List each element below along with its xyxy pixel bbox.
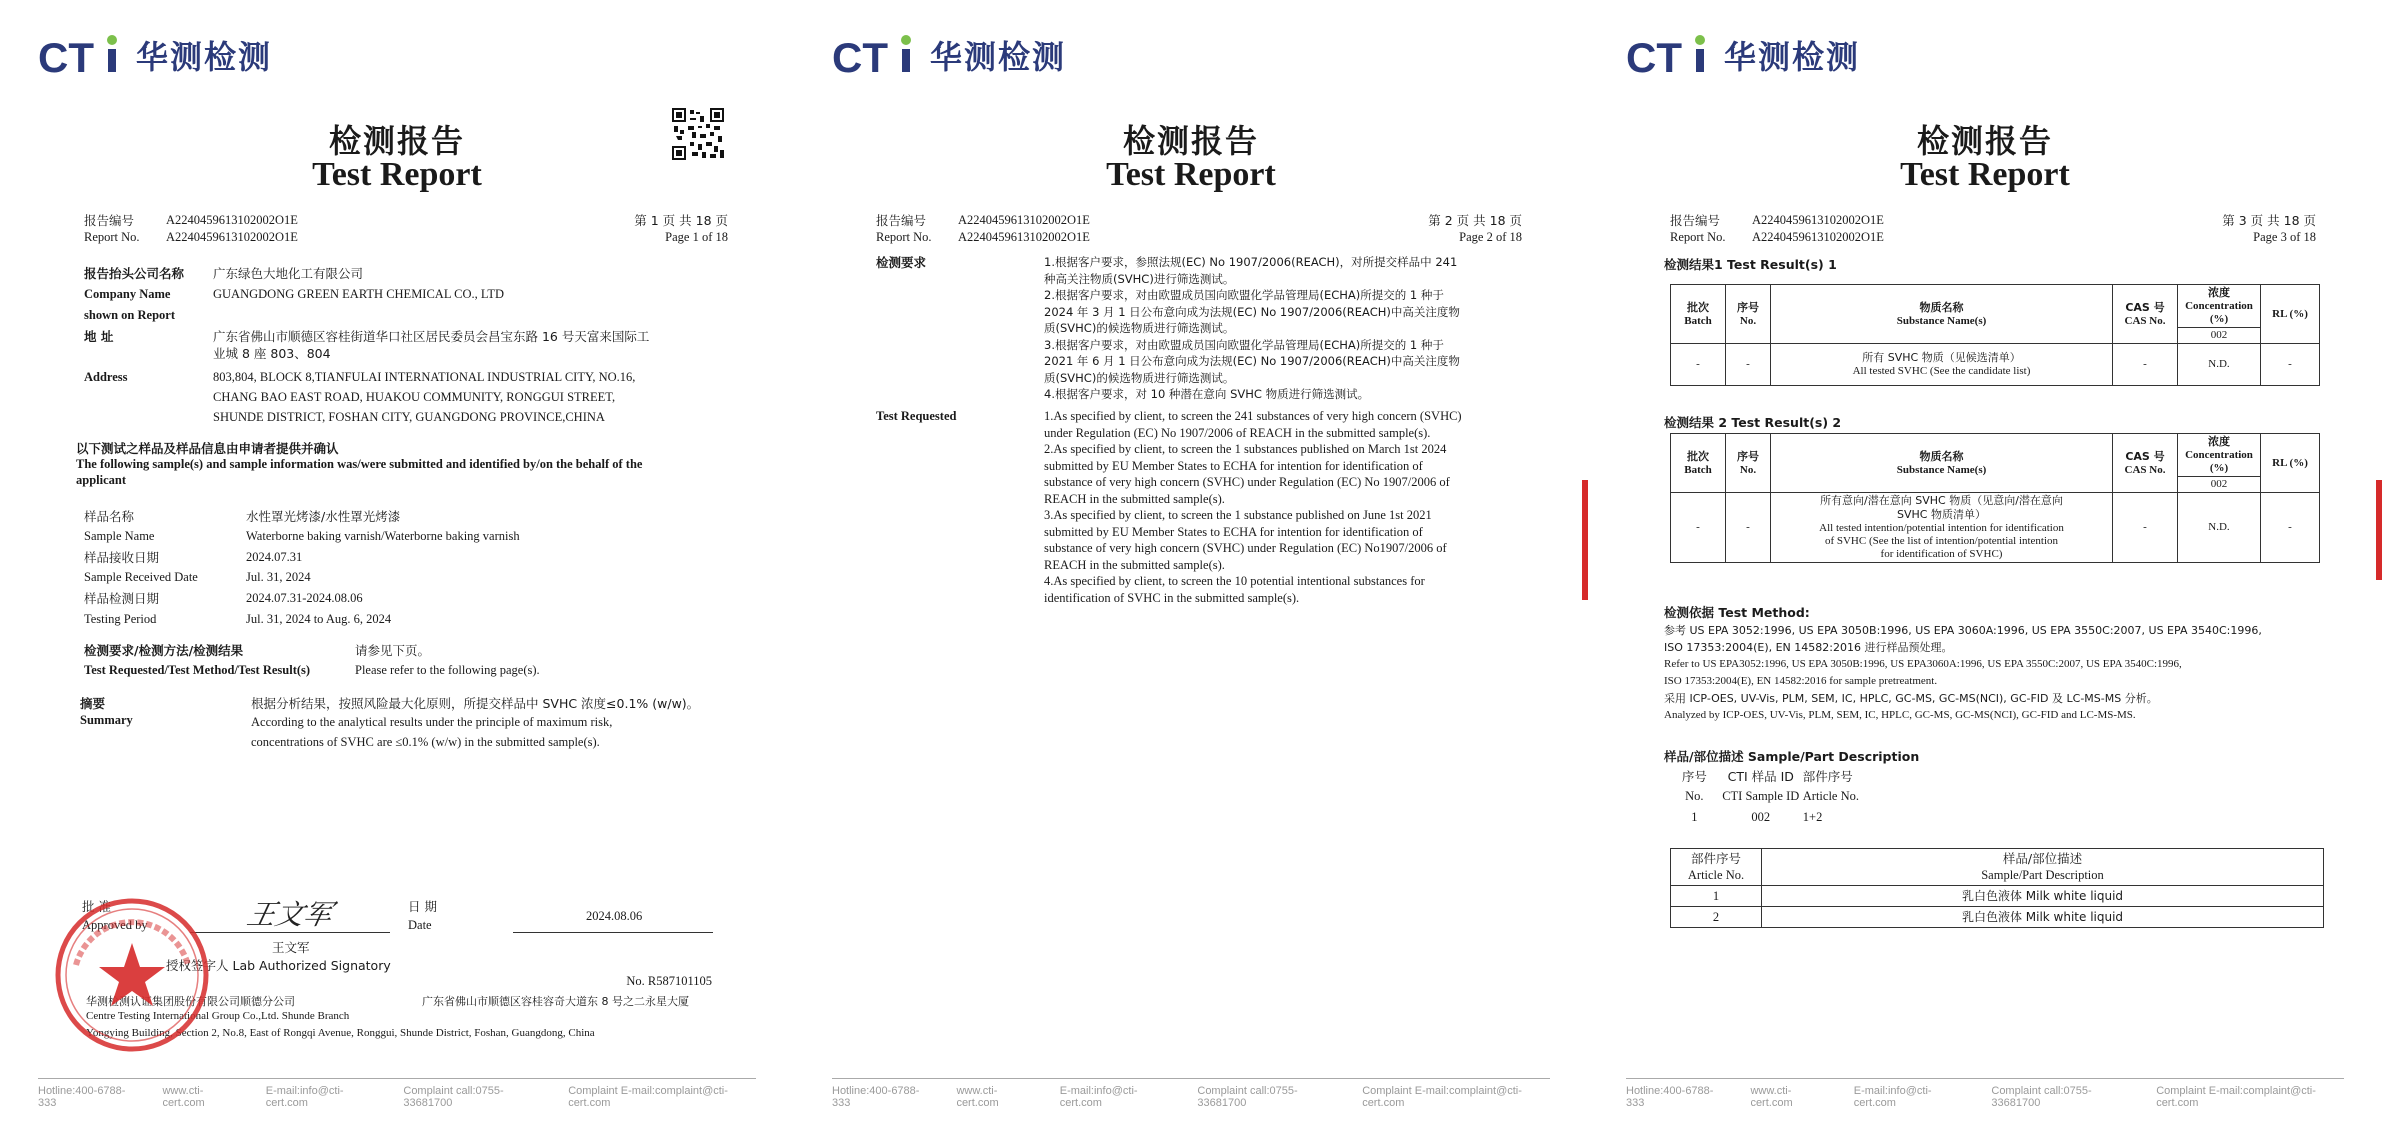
desc-header-description: 样品/部位描述 Sample/Part Description	[1762, 849, 2324, 886]
report-no-label-zh: 报告编号	[84, 213, 135, 228]
id-table-header-zh	[1670, 768, 1870, 785]
footer-hotline: Hotline:400-6788-333	[38, 1085, 126, 1109]
cti-logo	[1626, 32, 1860, 78]
company-name-en: GUANGDONG GREEN EARTH CHEMICAL CO., LTD	[213, 287, 505, 301]
requirement-line: substance of very high concern (SVHC) under Regulation (EC) No 1907/2006 of	[1044, 475, 1450, 489]
requirement-line: REACH in the submitted sample(s).	[1044, 557, 1225, 572]
report-no-value: A2240459613102002O1E	[1752, 213, 1884, 227]
header-concentration: 浓度 Concentration (%)	[2178, 285, 2261, 328]
cti-logo-text: 华测检测	[1724, 38, 1861, 76]
report-page-1	[0, 0, 794, 1123]
requirement-line: 种高关注物质(SVHC)进行筛选测试。	[1044, 271, 1235, 286]
cell-rl: -	[2261, 344, 2320, 386]
approved-label-zh: 批 准	[82, 899, 111, 914]
sample-value: 2024.07.31-2024.08.06	[246, 591, 363, 605]
cell-cas: -	[2113, 493, 2178, 563]
report-no-value: A2240459613102002O1E	[1752, 230, 1884, 244]
footer-website: www.cti-cert.com	[956, 1085, 999, 1109]
requested-label-en: Test Requested/Test Method/Test Result(s)	[84, 663, 311, 677]
requirement-line: 质(SVHC)的候选物质进行筛选测试。	[1044, 321, 1235, 335]
desc-cell-description: 乳白色液体 Milk white liquid	[1762, 886, 2324, 907]
signature-line	[190, 932, 390, 933]
header-sample-id: 002	[2178, 328, 2261, 344]
requested-value-zh: 请参见下页。	[355, 643, 431, 658]
report-no-value: A2240459613102002O1E	[166, 213, 298, 227]
footer-complaint-call: Complaint call:0755-33681700	[403, 1085, 504, 1109]
id-cell-sample-id: 002	[1751, 810, 1771, 824]
requirement-line: REACH in the submitted sample(s).	[1044, 491, 1225, 506]
header-batch: 批次 Batch	[1671, 285, 1726, 344]
header-rl: RL (%)	[2261, 285, 2320, 344]
test-requested-zh	[1044, 254, 1524, 403]
id-header-sample-id: CTI 样品 ID	[1727, 769, 1794, 784]
company-label-en: Company Name	[84, 287, 171, 301]
date-line	[513, 932, 713, 933]
id-table-header-en	[1670, 788, 1870, 805]
authorized-signatory: 授权签字人 Lab Authorized Signatory	[166, 958, 391, 973]
cell-rl: -	[2261, 493, 2320, 563]
requirement-line: 1.根据客户要求，参照法规(EC) No 1907/2006(REACH)，对所提交样品中 241	[1044, 255, 1458, 269]
date-label-zh: 日 期	[408, 899, 437, 914]
report-page-3	[1588, 0, 2382, 1123]
footer-email: E-mail:info@cti-cert.com	[265, 1085, 344, 1109]
page-number-zh: 第 2 页 共 18 页	[1428, 213, 1522, 228]
sample-value: 2024.07.31	[246, 550, 303, 564]
requirement-line: 2.As specified by client, to screen the 1 substances published on March 1st 2024	[1044, 442, 1447, 456]
header-substance: 物质名称 Substance Name(s)	[1771, 434, 2113, 493]
header-batch: 批次 Batch	[1671, 434, 1726, 493]
sample-description-table	[1670, 848, 2324, 928]
result-1-title: 检测结果1 Test Result(s) 1	[1664, 257, 1837, 272]
report-title-en: Test Report	[1900, 156, 2070, 193]
footer-complaint-email: Complaint E-mail:complaint@cti-cert.com	[1362, 1085, 1522, 1109]
footer-email: E-mail:info@cti-cert.com	[1059, 1085, 1138, 1109]
svg-text:CT: CT	[1626, 34, 1682, 78]
notice-en: The following sample(s) and sample information was/were submitted and identified by/on the behalf of the	[76, 457, 643, 471]
page-number-en: Page 3 of 18	[2253, 230, 2316, 244]
page-number-zh: 第 1 页 共 18 页	[634, 213, 728, 228]
notice-zh: 以下测试之样品及样品信息由申请者提供并确认	[76, 441, 339, 456]
desc-cell-article: 1	[1671, 886, 1762, 907]
requirement-line: 3.As specified by client, to screen the 1 substance published on June 1st 2021	[1044, 508, 1432, 522]
requirement-line: 2021 年 6 月 1 日公布意向成为法规(EC) No 1907/2006(REACH)中高关注度物	[1044, 354, 1460, 368]
requirement-line: submitted by EU Member States to ECHA for intention for identification of	[1044, 458, 1423, 473]
svg-text:CT: CT	[38, 34, 94, 78]
cell-cas: -	[2113, 344, 2178, 386]
company-label-en-2: shown on Report	[84, 308, 175, 322]
date-label-en: Date	[408, 918, 432, 932]
method-line: ISO 17353:2004(E), EN 14582:2016 进行样品预处理。	[1664, 641, 1953, 654]
sample-label: 样品接收日期	[84, 550, 160, 565]
address-en-line-1: 803,804, BLOCK 8,TIANFULAI INTERNATIONAL INDUSTRIAL CITY, NO.16,	[213, 370, 636, 384]
page-number-en: Page 2 of 18	[1459, 230, 1522, 244]
cell-batch: -	[1671, 493, 1726, 563]
report-no-value: A2240459613102002O1E	[166, 230, 298, 244]
address-en-line-2: CHANG BAO EAST ROAD, HUAKOU COMMUNITY, RONGGUI STREET,	[213, 390, 616, 404]
table-row	[1671, 907, 2324, 928]
page-footer	[832, 1078, 1550, 1109]
id-cell-no: 1	[1691, 810, 1698, 824]
date-value: 2024.08.06	[586, 909, 643, 923]
report-no-value: A2240459613102002O1E	[958, 230, 1090, 244]
requirement-line: 1.As specified by client, to screen the 241 substances of very high concern (SVHC)	[1044, 409, 1462, 423]
header-sample-id: 002	[2178, 477, 2261, 493]
header-cas: CAS 号 CAS No.	[2113, 434, 2178, 493]
cell-no: -	[1726, 493, 1771, 563]
method-line: Analyzed by ICP-OES, UV-Vis, PLM, SEM, IC, HPLC, GC-MS, GC-MS(NCI), GC-FID and LC-MS-MS.	[1664, 709, 2136, 721]
header-concentration: 浓度 Concentration (%)	[2178, 434, 2261, 477]
address-label-en: Address	[84, 370, 128, 384]
result-1-table	[1670, 284, 2320, 386]
cti-logo-icon	[832, 32, 924, 78]
requested-value-en: Please refer to the following page(s).	[355, 663, 540, 677]
id-header-no-en: No.	[1685, 789, 1704, 803]
footer-complaint-email: Complaint E-mail:complaint@cti-cert.com	[2156, 1085, 2316, 1109]
cell-substance: 所有 SVHC 物质（见候选清单） All tested SVHC (See the candidate list)	[1771, 344, 2113, 386]
sample-label: Sample Received Date	[84, 570, 198, 584]
test-method-text	[1664, 622, 2354, 724]
method-line: 采用 ICP-OES, UV-Vis, PLM, SEM, IC, HPLC, GC-MS, GC-MS(NCI), GC-FID 及 LC-MS-MS 分析。	[1664, 692, 2158, 705]
table-row	[1670, 809, 1870, 826]
sample-id-table	[1670, 768, 1870, 826]
page-edge-seal-mark	[2376, 480, 2382, 580]
desc-cell-description: 乳白色液体 Milk white liquid	[1762, 907, 2324, 928]
requirement-line: submitted by EU Member States to ECHA for intention for identification of	[1044, 524, 1423, 539]
cti-logo-text: 华测检测	[136, 38, 273, 76]
cell-batch: -	[1671, 344, 1726, 386]
id-header-article-en: Article No.	[1802, 789, 1859, 803]
address-zh-line-2: 业城 8 座 803、804	[213, 346, 331, 361]
sample-value: 水性罩光烤漆/水性罩光烤漆	[246, 509, 401, 524]
page-footer	[38, 1078, 756, 1109]
branch-company-en: Centre Testing International Group Co.,Ltd. Shunde Branch	[86, 1010, 350, 1022]
table-row	[1671, 886, 2324, 907]
page-footer	[1626, 1078, 2344, 1109]
address-en-line-3: SHUNDE DISTRICT, FOSHAN CITY, GUANGDONG PROVINCE,CHINA	[213, 410, 605, 424]
page-number-en: Page 1 of 18	[665, 230, 728, 244]
footer-complaint-call: Complaint call:0755-33681700	[1991, 1085, 2092, 1109]
summary-zh: 根据分析结果，按照风险最大化原则，所提交样品中 SVHC 浓度≤0.1% (w/w)。	[251, 696, 700, 711]
requirement-line: 4.根据客户要求，对 10 种潜在意向 SVHC 物质进行筛选测试。	[1044, 387, 1370, 401]
notice-en-2: applicant	[76, 473, 127, 487]
cell-concentration: N.D.	[2178, 493, 2261, 563]
branch-address-zh: 广东省佛山市顺德区容桂容奇大道东 8 号之二永星大厦	[422, 995, 689, 1008]
sample-label: 样品检测日期	[84, 591, 160, 606]
id-cell-article: 1+2	[1802, 810, 1823, 824]
cti-logo-icon	[38, 32, 130, 78]
requested-label-zh: 检测要求/检测方法/检测结果	[84, 643, 244, 658]
summary-en: According to the analytical results under the principle of maximum risk,	[251, 715, 613, 729]
footer-website: www.cti-cert.com	[1750, 1085, 1793, 1109]
header-no: 序号 No.	[1726, 285, 1771, 344]
id-header-no: 序号	[1681, 769, 1707, 784]
cell-substance: 所有意向/潜在意向 SVHC 物质（见意向/潜在意向 SVHC 物质清单） All tested intention/potential intention for identification of SVHC (See the list of intention/potential intention for identification of SVHC)	[1771, 493, 2113, 563]
svg-text:CT: CT	[832, 34, 888, 78]
method-line: 参考 US EPA 3052:1996, US EPA 3050B:1996, US EPA 3060A:1996, US EPA 3550C:2007, US EPA 3540C:1996,	[1664, 624, 2262, 637]
sample-label: Sample Name	[84, 529, 155, 543]
address-zh-line-1: 广东省佛山市顺德区容桂街道华口社区居民委员会昌宝东路 16 号天富来国际工	[213, 329, 650, 344]
document-number: No. R587101105	[626, 974, 712, 988]
cti-logo-icon	[1626, 32, 1718, 78]
method-line: ISO 17353:2004(E), EN 14582:2016 for sample pretreatment.	[1664, 675, 1938, 687]
report-no-label-en: Report No.	[1670, 230, 1726, 244]
footer-website: www.cti-cert.com	[162, 1085, 205, 1109]
signature: 王文军	[244, 898, 336, 931]
report-page-2	[794, 0, 1588, 1123]
report-title-zh: 检测报告	[328, 122, 465, 160]
company-label-zh: 报告抬头公司名称	[84, 266, 185, 281]
cell-concentration: N.D.	[2178, 344, 2261, 386]
footer-complaint-email: Complaint E-mail:complaint@cti-cert.com	[568, 1085, 728, 1109]
requirement-line: 2024 年 3 月 1 日公布意向成为法规(EC) No 1907/2006(REACH)中高关注度物	[1044, 304, 1460, 319]
requirement-line: under Regulation (EC) No 1907/2006 of REACH in the submitted sample(s).	[1044, 425, 1431, 440]
requirement-line: 2.根据客户要求，对由欧盟成员国向欧盟化学品管理局(ECHA)所提交的 1 种于	[1044, 288, 1444, 302]
signer-name: 王文军	[272, 940, 310, 955]
test-requested-label-zh: 检测要求	[876, 255, 927, 270]
company-name-zh: 广东绿色大地化工有限公司	[213, 266, 364, 281]
test-requested-label-en: Test Requested	[876, 409, 957, 423]
report-title-en: Test Report	[1106, 156, 1276, 193]
header-substance: 物质名称 Substance Name(s)	[1771, 285, 2113, 344]
result-2-table	[1670, 433, 2320, 563]
test-requested-en	[1044, 408, 1534, 606]
requirement-line: 3.根据客户要求，对由欧盟成员国向欧盟化学品管理局(ECHA)所提交的 1 种于	[1044, 337, 1444, 352]
sample-value: Waterborne baking varnish/Waterborne baking varnish	[246, 529, 520, 543]
sample-value: Jul. 31, 2024	[246, 570, 311, 584]
footer-hotline: Hotline:400-6788-333	[832, 1085, 920, 1109]
method-line: Refer to US EPA3052:1996, US EPA 3050B:1996, US EPA3060A:1996, US EPA 3550C:2007, US EPA 3540C:1996,	[1664, 658, 2182, 670]
id-header-sample-id-en: CTI Sample ID	[1722, 789, 1800, 803]
approved-label-en: Approved by	[82, 918, 148, 932]
summary-label-en: Summary	[80, 713, 133, 727]
requirement-line: 质(SVHC)的候选物质进行筛选测试。	[1044, 370, 1235, 385]
cti-logo	[38, 32, 272, 78]
footer-complaint-call: Complaint call:0755-33681700	[1197, 1085, 1298, 1109]
cti-logo	[832, 32, 1066, 78]
report-no-label-en: Report No.	[876, 230, 932, 244]
requirement-line: identification of SVHC in the submitted sample(s).	[1044, 590, 1300, 605]
footer-hotline: Hotline:400-6788-333	[1626, 1085, 1714, 1109]
sample-description-title: 样品/部位描述 Sample/Part Description	[1664, 749, 1920, 764]
summary-label-zh: 摘要	[80, 696, 106, 711]
report-title-en: Test Report	[312, 156, 482, 193]
report-no-value: A2240459613102002O1E	[958, 213, 1090, 227]
test-method-title: 检测依据 Test Method:	[1664, 605, 1810, 620]
footer-email: E-mail:info@cti-cert.com	[1853, 1085, 1932, 1109]
desc-header-article: 部件序号 Article No.	[1671, 849, 1762, 886]
requirement-line: 4.As specified by client, to screen the 10 potential intentional substances for	[1044, 574, 1425, 588]
requirement-line: substance of very high concern (SVHC) under Regulation (EC) No1907/2006 of	[1044, 541, 1447, 555]
sample-label: 样品名称	[84, 509, 135, 524]
summary-en-2: concentrations of SVHC are ≤0.1% (w/w) in the submitted sample(s).	[251, 735, 600, 749]
header-no: 序号 No.	[1726, 434, 1771, 493]
cell-no: -	[1726, 344, 1771, 386]
branch-company-zh: 华测检测认证集团股份有限公司顺德分公司	[86, 995, 295, 1008]
report-title-zh: 检测报告	[1122, 122, 1259, 160]
result-2-title: 检测结果 2 Test Result(s) 2	[1664, 415, 1842, 430]
report-no-label-zh: 报告编号	[876, 213, 927, 228]
sample-label: Testing Period	[84, 612, 157, 626]
address-label-zh: 地 址	[84, 329, 114, 344]
report-title-zh: 检测报告	[1916, 122, 2053, 160]
company-seal-stamp-icon	[52, 895, 212, 1055]
report-no-label-en: Report No.	[84, 230, 140, 244]
cti-logo-text: 华测检测	[930, 38, 1067, 76]
header-cas: CAS 号 CAS No.	[2113, 285, 2178, 344]
page-number-zh: 第 3 页 共 18 页	[2222, 213, 2316, 228]
sample-value: Jul. 31, 2024 to Aug. 6, 2024	[246, 612, 392, 626]
report-no-label-zh: 报告编号	[1670, 213, 1721, 228]
header-rl: RL (%)	[2261, 434, 2320, 493]
branch-address-en: Yongying Building, Section 2, No.8, East of Rongqi Avenue, Ronggui, Shunde District, Foshan, Guangdong, China	[86, 1027, 595, 1039]
id-header-article: 部件序号	[1802, 769, 1853, 784]
desc-cell-article: 2	[1671, 907, 1762, 928]
